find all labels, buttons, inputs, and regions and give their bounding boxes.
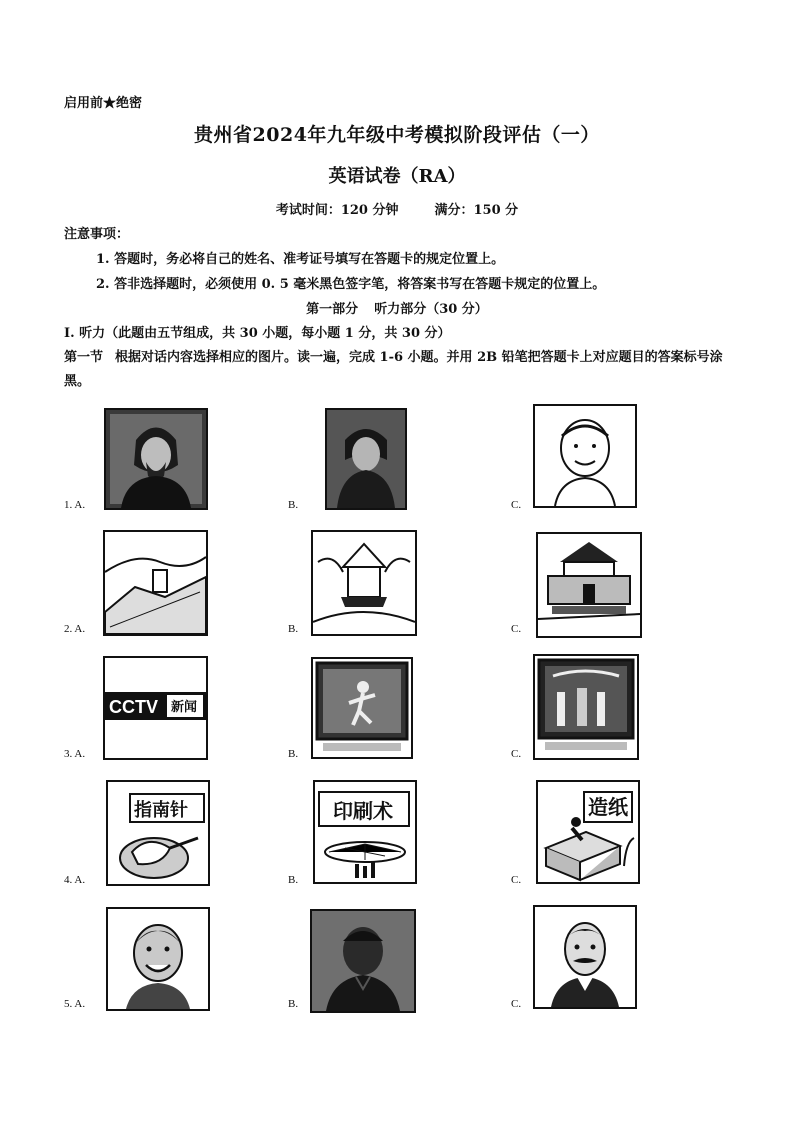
exam-time: 考试时间：120 分钟	[275, 203, 399, 218]
printing-label: 印刷术	[333, 799, 393, 823]
tv-show-icon	[533, 654, 639, 760]
option-label: 5. A.	[64, 998, 86, 1010]
option-label: B.	[288, 998, 299, 1010]
cctv-news-logo	[103, 656, 208, 760]
portrait-smiling-man-icon	[106, 907, 210, 1011]
exam-info	[0, 199, 794, 218]
cctv-logo-text: CCTV	[109, 697, 158, 717]
section1-text: 根据对话内容选择相应的图片。读一遍，完成 1-6 小题。并用 2B 铅笔把答题卡上对应题目的答案标号涂黑。	[64, 350, 723, 389]
option-label: C.	[511, 874, 522, 886]
option-label: B.	[288, 499, 299, 511]
section1-tag: 第一节	[64, 350, 104, 365]
printing-icon	[313, 780, 417, 884]
compass-label: 指南针	[134, 800, 188, 821]
option-label: 2. A.	[64, 623, 86, 635]
exam-title: 贵州省2024年九年级中考模拟阶段评估（一）	[194, 124, 600, 146]
notes-heading: 注意事项：	[64, 227, 130, 242]
option-label: B.	[288, 874, 299, 886]
option-label: B.	[288, 623, 299, 635]
part-title: 听力部分（30 分）	[374, 302, 488, 317]
portrait-woman-icon	[325, 408, 407, 510]
portrait-mustache-man-icon	[533, 905, 637, 1009]
note-item: 2. 答非选择题时，必须使用 0. 5 毫米黑色签字笔，将答案书写在答题卡规定的位置上。	[96, 277, 606, 292]
option-label: B.	[288, 748, 299, 760]
news-logo-text: 新闻	[171, 700, 198, 715]
section1-instructions	[64, 346, 734, 394]
portrait-leader-icon	[310, 909, 416, 1013]
note-item: 1. 答题时，务必将自己的姓名、准考证号填写在答题卡的规定位置上。	[96, 252, 505, 267]
option-label: 4. A.	[64, 874, 86, 886]
exam-subtitle: 英语试卷（RA）	[328, 166, 466, 187]
part-name: 第一部分	[306, 302, 359, 317]
papermaking-icon	[536, 780, 640, 884]
option-label: 1. A.	[64, 499, 86, 511]
full-score: 满分：150 分	[434, 203, 519, 218]
section-listening: I. 听力（此题由五节组成，共 30 小题，每小题 1 分，共 30 分）	[64, 326, 451, 341]
pavilion-icon	[311, 530, 417, 636]
tv-sports-icon	[311, 657, 413, 759]
compass-icon	[106, 780, 210, 886]
tiananmen-icon	[536, 532, 642, 638]
option-label: C.	[511, 998, 522, 1010]
portrait-ancient-icon	[104, 408, 208, 510]
portrait-old-man-icon	[533, 404, 637, 508]
great-wall-icon	[103, 530, 208, 636]
option-label: 3. A.	[64, 748, 86, 760]
option-label: C.	[511, 748, 522, 760]
option-label: C.	[511, 499, 522, 511]
paper-label: 造纸	[588, 795, 628, 819]
secret-mark: 启用前★绝密	[64, 96, 143, 111]
option-label: C.	[511, 623, 522, 635]
part-heading	[0, 298, 794, 317]
